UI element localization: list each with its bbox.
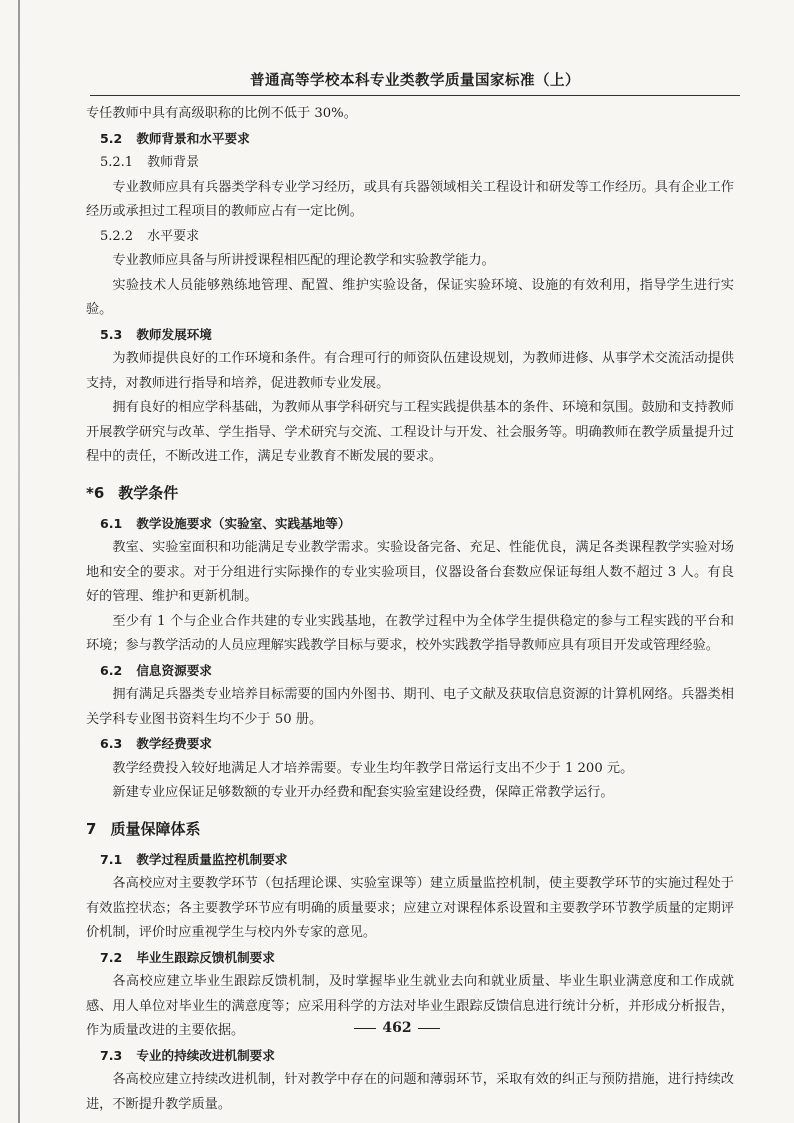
paragraph: 专业教师应具有兵器类学科专业学习经历，或具有兵器领域相关工程设计和研发等工作经历。具有企业工作经历或承担过工程项目的教师应占有一定比例。 [86, 179, 734, 219]
heading-number: 5.2 [100, 130, 123, 146]
heading-text: 信息资源要求 [136, 662, 212, 678]
paragraph: 各高校应对主要教学环节（包括理论课、实验室课等）建立质量监控机制，使主要教学环节的实施过程处于有效监控状态；各主要教学环节应有明确的质量要求；应建立对课程体系设置和主要教学环节教学质量的定期评价机制，评价时应重视学生与校内外专家的意见。 [86, 876, 734, 940]
heading-number: 5.2.2 [100, 228, 134, 244]
running-header [90, 68, 740, 94]
heading-number: 6.1 [100, 515, 123, 531]
paragraph: 各高校应建立毕业生跟踪反馈机制，及时掌握毕业生就业去向和就业质量、毕业生职业满意度和工作成就感、用人单位对毕业生的满意度等；应采用科学的方法对毕业生跟踪反馈信息进行统计分析，并形成分析报告，作为质量改进的主要依据。 [86, 974, 734, 1038]
subsection-heading [86, 127, 734, 152]
heading-text: 教师背景和水平要求 [136, 130, 250, 146]
subsection-heading [86, 1044, 734, 1069]
book-title: 普通高等学校本科专业类教学质量国家标准（上） [250, 73, 580, 89]
paragraph: 专任教师中具有高级职称的比例不低于 30%。 [86, 106, 357, 121]
heading-number: 7 [86, 819, 97, 838]
heading-number: 5.3 [100, 326, 123, 342]
footer-dash-left [354, 1028, 376, 1029]
heading-text: 教师背景 [147, 155, 200, 170]
heading-text: 教学条件 [118, 483, 179, 502]
heading-number: 5.2.1 [100, 155, 134, 170]
heading-text: 教学设施要求（实验室、实践基地等） [136, 515, 351, 531]
paragraph: 各高校应建立持续改进机制，针对教学中存在的问题和薄弱环节，采取有效的纠正与预防措施，进行持续改进，不断提升教学质量。 [86, 1072, 734, 1112]
heading-text: 教师发展环境 [136, 326, 212, 342]
paragraph: 至少有 1 个与企业合作共建的专业实践基地，在教学过程中为全体学生提供稳定的参与工程实践的平台和环境；参与教学活动的人员应理解实践教学目标与要求，校外实践教学指导教师应具有项目开发或管理经验。 [86, 613, 734, 653]
subsubsection-heading [86, 151, 734, 176]
paragraph: 拥有满足兵器类专业培养目标需要的国内外图书、期刊、电子文献及获取信息资源的计算机网络。兵器类相关学科专业图书资料生均不少于 50 册。 [86, 687, 734, 727]
heading-number: 7.1 [100, 851, 123, 867]
paragraph: 实验技术人员能够熟练地管理、配置、维护实验设备，保证实验环境、设施的有效利用，指导学生进行实验。 [86, 277, 734, 317]
heading-text: 教学过程质量监控机制要求 [136, 851, 288, 867]
paragraph: 为教师提供良好的工作环境和条件。有合理可行的师资队伍建设规划，为教师进修、从事学术交流活动提供支持，对教师进行指导和培养，促进教师专业发展。 [86, 351, 734, 391]
subsection-heading [86, 732, 734, 757]
heading-text: 毕业生跟踪反馈机制要求 [136, 949, 275, 965]
subsection-heading [86, 512, 734, 537]
heading-text: 教学经费要求 [136, 736, 212, 751]
heading-number: 6.3 [100, 736, 123, 751]
scan-edge [18, 0, 20, 1123]
paragraph: 新建专业应保证足够数额的专业开办经费和配套实验室建设经费，保障正常教学运行。 [112, 785, 614, 800]
page-number: 462 [382, 1020, 412, 1036]
footer-dash-right [418, 1028, 440, 1029]
paragraph: 拥有良好的相应学科基础，为教师从事学科研究与工程实践提供基本的条件、环境和氛围。鼓励和支持教师开展教学研究与改革、学生指导、学术研究与交流、工程设计与开发、社会服务等。明确教师在教学质量提升过程中的责任，不断改进工作，满足专业教育不断发展的要求。 [86, 400, 734, 464]
subsection-heading [86, 323, 734, 348]
paragraph: 教室、实验室面积和功能满足专业教学需求。实验设备完备、充足、性能优良，满足各类课程教学实验对场地和安全的要求。对于分组进行实际操作的专业实验项目，仪器设备台套数应保证每组人数不超过 3 人。有良好的管理、维护和更新机制。 [86, 540, 734, 604]
subsection-heading [86, 946, 734, 971]
subsubsection-heading [86, 225, 734, 250]
subsection-heading [86, 659, 734, 684]
section-heading [86, 814, 734, 844]
page-body [86, 102, 734, 1117]
heading-text: 水平要求 [147, 228, 200, 244]
paragraph: 教学经费投入较好地满足人才培养需要。专业生均年教学日常运行支出不少于 1 200 元。 [112, 760, 634, 776]
heading-text: 质量保障体系 [110, 819, 201, 838]
heading-number: 6.2 [100, 662, 123, 678]
heading-number: 7.3 [100, 1047, 123, 1063]
header-rule [90, 95, 740, 96]
section-heading [86, 478, 734, 508]
paragraph: 专业教师应具备与所讲授课程相匹配的理论教学和实验教学能力。 [112, 253, 495, 268]
heading-number: 7.2 [100, 949, 123, 965]
heading-number: *6 [86, 483, 105, 502]
subsection-heading [86, 848, 734, 873]
page-footer [0, 1020, 794, 1036]
heading-text: 专业的持续改进机制要求 [136, 1047, 275, 1063]
